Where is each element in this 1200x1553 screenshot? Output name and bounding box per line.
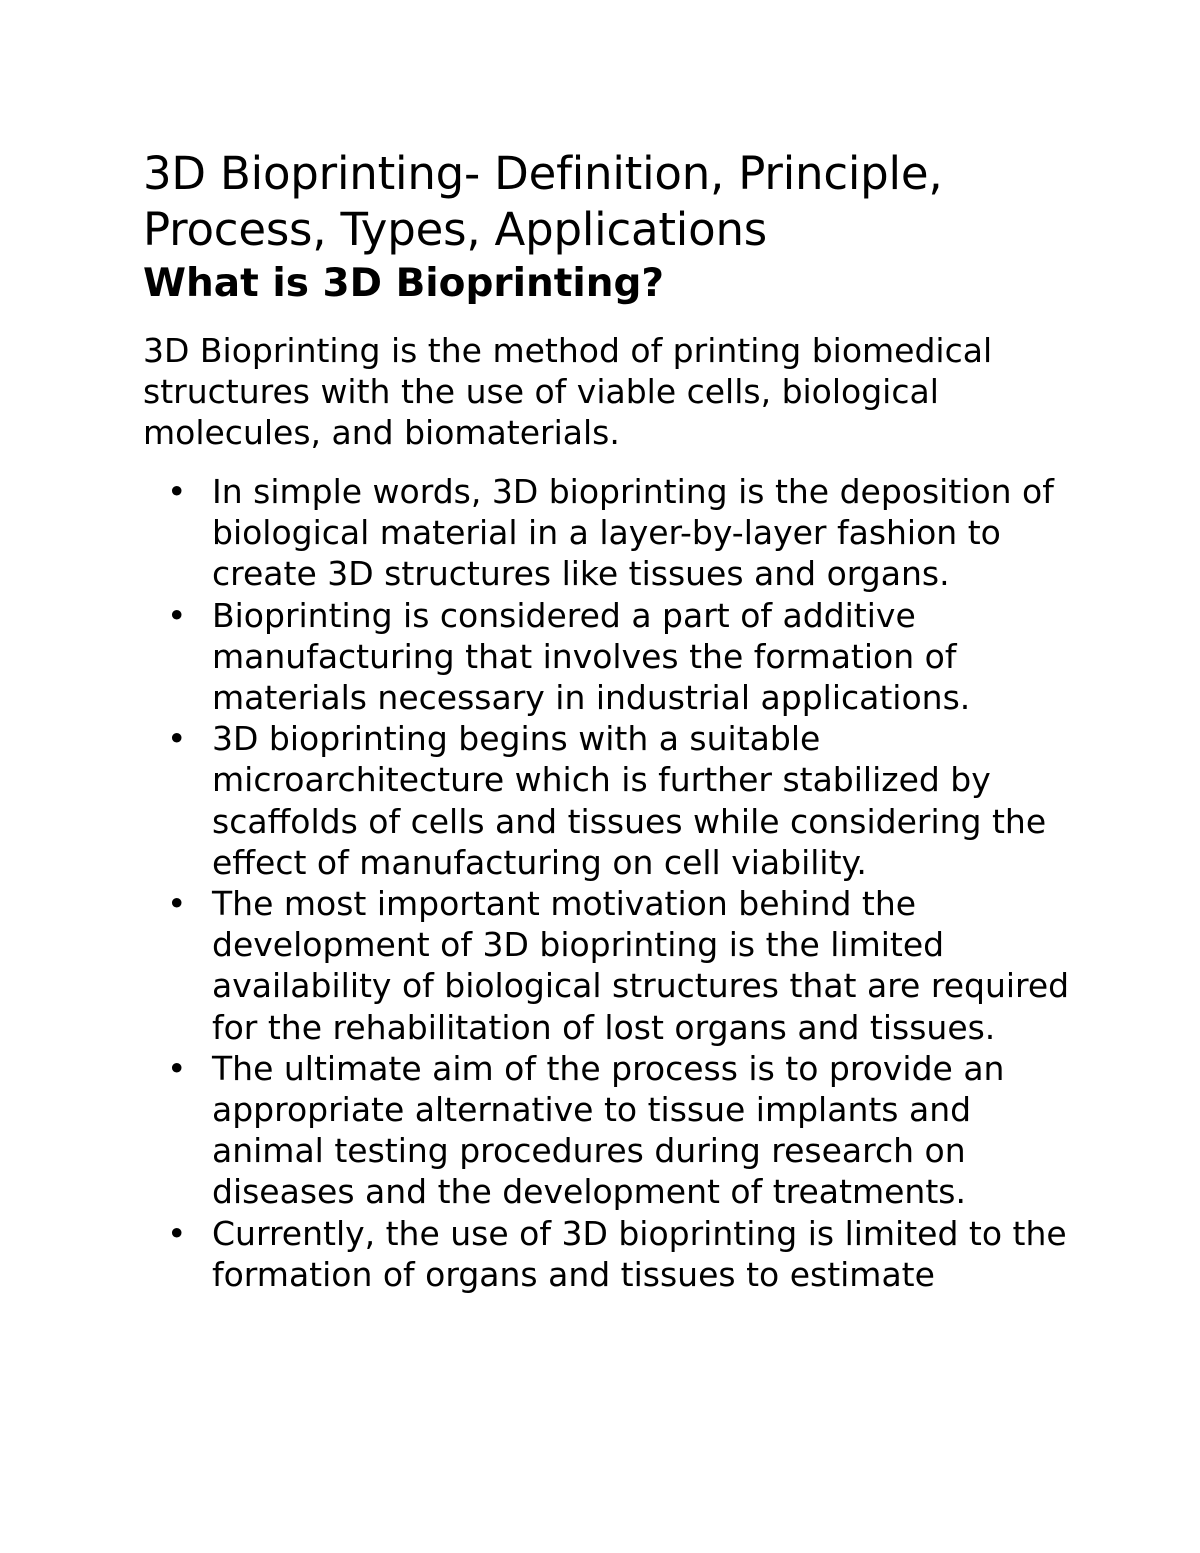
- document-page: [143, 146, 1073, 1295]
- list-item: • Currently, the use of 3D bioprinting is limited to the formation of organs and tissues to estimate: [143, 1213, 1073, 1295]
- bullet-list: [143, 471, 1073, 1295]
- section-heading: What is 3D Bioprinting?: [143, 261, 665, 306]
- list-item: • 3D bioprinting begins with a suitable microarchitecture which is further stabilized by scaffolds of cells and tissues while considering the effect of manufacturing on cell viability.: [143, 718, 1073, 883]
- list-item: • Bioprinting is considered a part of additive manufacturing that involves the formation of materials necessary in industrial applications.: [143, 595, 1073, 719]
- document-title: 3D Bioprinting- Definition, Principle, Process, Types, Applications: [143, 147, 943, 256]
- list-item: • The ultimate aim of the process is to provide an appropriate alternative to tissue implants and animal testing procedures during research on diseases and the development of treatments.: [143, 1048, 1073, 1213]
- list-item: • In simple words, 3D bioprinting is the deposition of biological material in a layer-by-layer fashion to create 3D structures like tissues and organs.: [143, 471, 1073, 595]
- intro-paragraph: 3D Bioprinting is the method of printing biomedical structures with the use of viable cells, biological molecules, and biomaterials.: [143, 331, 993, 452]
- list-item: • The most important motivation behind the development of 3D bioprinting is the limited availability of biological structures that are required for the rehabilitation of lost organs and tissues.: [143, 883, 1073, 1048]
